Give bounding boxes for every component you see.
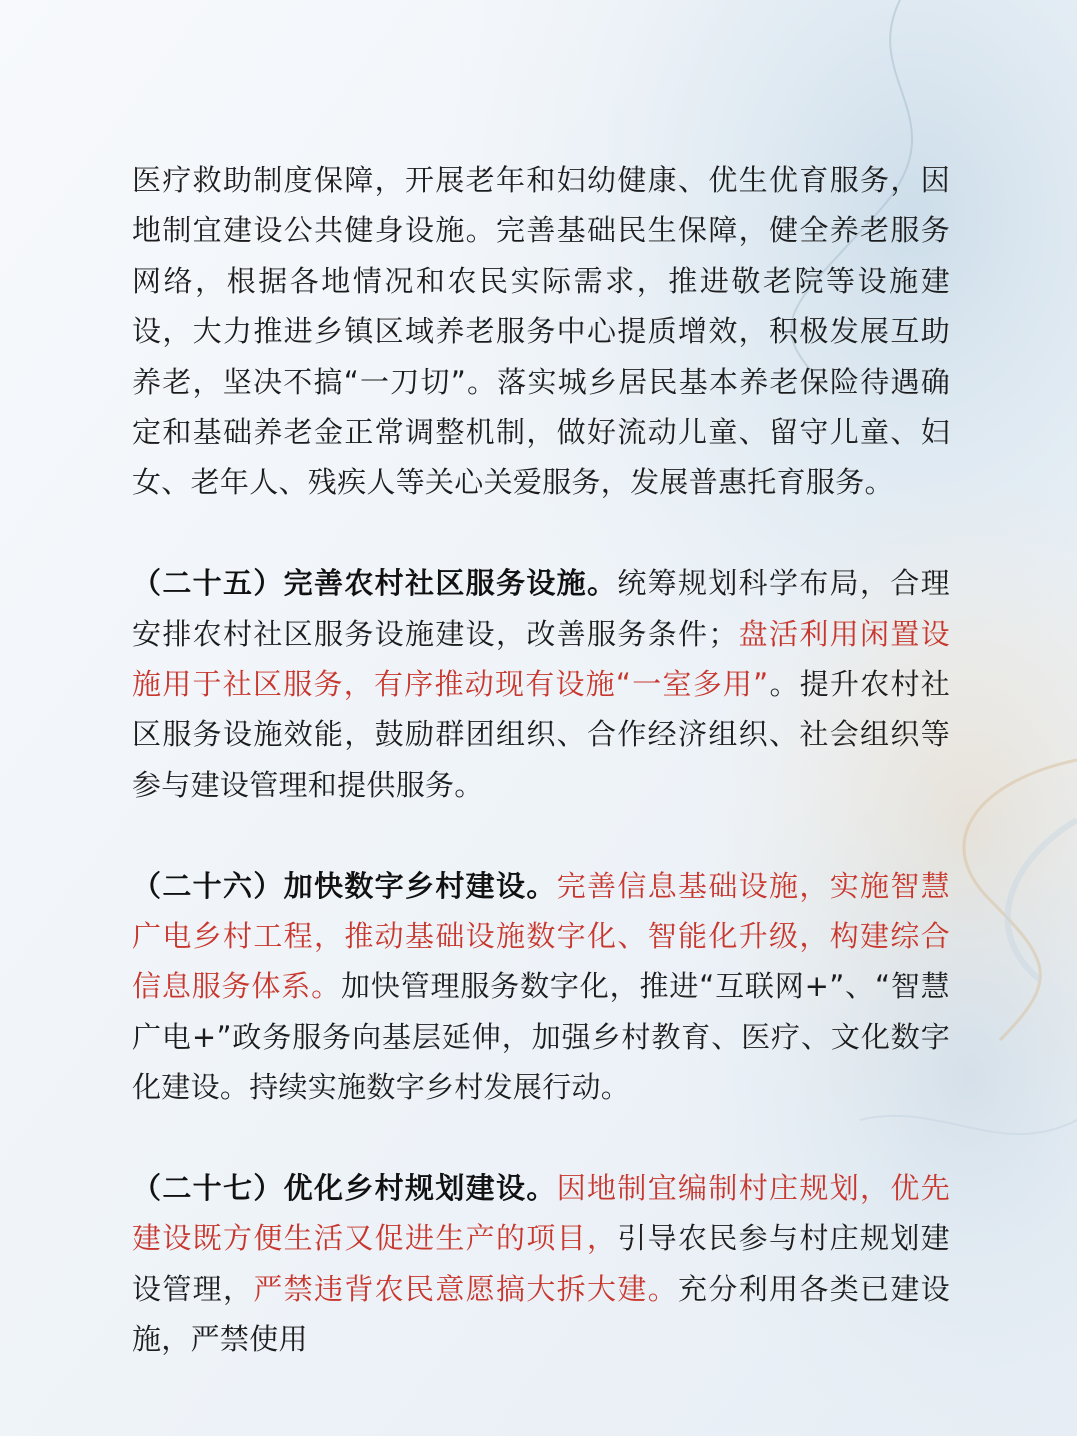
- section-26-text: 加快管理服务数字化，推进“互联网+”、“智慧广电+”政务服务向基层延伸，加强乡村教育、医疗、文化数字化建设。持续实施数字乡村发展行动。: [132, 969, 950, 1105]
- section-27-highlight-1: 因地制宜编制村庄规划，优先建设既方便生活又促进生产的项目，: [132, 1171, 950, 1256]
- paragraph-section-26: [132, 861, 950, 1113]
- section-27-highlight-2: 严禁违背农民意愿搞大拆大建。: [253, 1271, 679, 1306]
- paragraph-text: 医疗救助制度保障，开展老年和妇幼健康、优生优育服务，因地制宜建设公共健身设施。完善基础民生保障，健全养老服务网络，根据各地情况和农民实际需求，推进敬老院等设施建设，大力推进乡镇区域养老服务中心提质增效，积极发展互助养老，坚决不搞“一刀切”。落实城乡居民基本养老保险待遇确定和基础养老金正常调整机制，做好流动儿童、留守儿童、妇女、老年人、残疾人等关心关爱服务，发展普惠托育服务。: [132, 163, 950, 500]
- section-26-heading: （二十六）加快数字乡村建设。: [132, 868, 557, 903]
- document-body: [132, 155, 950, 1365]
- paragraph-medical-elderly-care: [132, 155, 950, 508]
- section-27-text: 引导农民参与村庄规划建设管理，: [132, 1221, 950, 1306]
- section-25-text-end: 。提升农村社区服务设施效能，鼓励群团组织、合作经济组织、社会组织等参与建设管理和提供服务。: [132, 667, 950, 802]
- section-27-text-end: 充分利用各类已建设施，严禁使用: [132, 1271, 951, 1357]
- section-26-highlight: 完善信息基础设施，实施智慧广电乡村工程，推动基础设施数字化、智能化升级，构建综合信息服务体系。: [132, 868, 950, 1004]
- paragraph-section-25: [132, 558, 950, 810]
- section-25-text: 统筹规划科学布局，合理安排农村社区服务设施建设，改善服务条件；: [132, 566, 950, 651]
- section-25-highlight: 盘活利用闲置设施用于社区服务，有序推动现有设施“一室多用”: [132, 616, 950, 702]
- section-27-heading: （二十七）优化乡村规划建设。: [132, 1171, 557, 1206]
- paragraph-section-27: [132, 1163, 950, 1365]
- section-25-heading: （二十五）完善农村社区服务设施。: [132, 566, 618, 601]
